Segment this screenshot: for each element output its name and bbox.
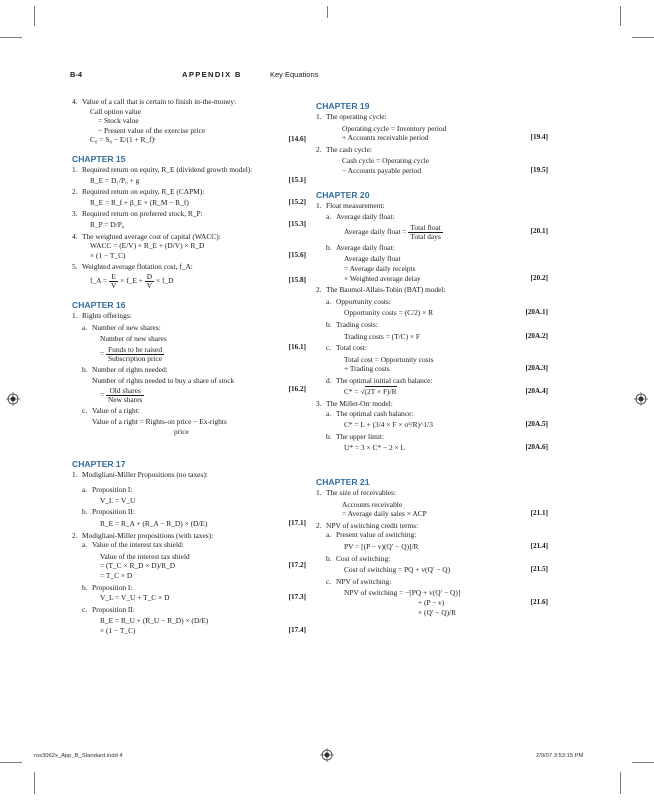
equation-number: [20A.6] <box>525 443 548 452</box>
equation-number: [14.6] <box>288 135 306 144</box>
chapter-17: CHAPTER 17 1. Modigliani-Miller Propositions (no taxes): a. Proposition I: V_L = V_U b. Proposition II: R_E = R_A + (R_A − R_D) × (D/E) [17.1] 2. Modigliani-Miller propositions (with taxes): a. Value of the interest tax shield: Value of the interest tax shield = (T_C × R_D × D)/R_D = T_C × D [17.2] b. Proposition I: V_L = V_U + T_C × D [17.3] c. Proposition II: R_E = R_U + (R_U − R_D) × (D/E) × (1 − T_C) [17.4] <box>72 458 306 635</box>
chapter-20: CHAPTER 20 1. Float measurement: a. Average daily float: Average daily float = $\frac{\text{Total float}}{\text{Total days}}$ [20.1] b. Average daily float: Average daily float = Average daily receipts × Weighted average delay [20.2] 2. The Baumol-Allais-Tobin (BAT) model: a. Opportunity costs: Opportunity costs = (C/2) × R [20A.1] b. Trading costs: Trading costs = (T/C) × F [20A.2] c. Total cost: Total cost = Opportunity costs + Trading costs [20A.3] d. The optimal initial cash balance: C* = √(2T × F)/R [20A.4] 3. The Miller-Orr model: a. The optimal cash balance: C* = L + (3/4 × F × σ²/R)^1/3 [20A.5] b. The upper limit: U* = 3 × C* − 2 × L [20A.6] <box>316 189 548 453</box>
equation-number: [19.4] <box>530 133 548 142</box>
chapter-15: CHAPTER 15 1. Required return on equity, R_E (dividend growth model): R_E = D₁/P₀ + g [15.1] 2. Required return on equity, R_E (CAPM): R_E = R_f + β_E × (R_M − R_f) [15.2] 3. Required return on preferred stock, R_P: R_P = D/P₀ [15.3] 4. The weighted average cost of capital (WACC): WACC = (E/V) × R_E + (D/V) × R_D × (1 − T_C) [15.6] 5. Weighted average flotation cost, f_A: f_A = $\frac{E}{V}$ × f_E + $\frac{D}{V}$ × f_D [15.8] <box>72 153 306 290</box>
equation-number: [15.2] <box>288 197 306 206</box>
crop-mark <box>620 772 621 794</box>
equation-number: [17.3] <box>288 593 306 602</box>
crop-mark <box>34 6 35 26</box>
chapter-heading: CHAPTER 15 <box>72 153 126 164</box>
appendix-title: Key Equations <box>270 70 319 79</box>
equation-number: [21.5] <box>530 565 548 574</box>
crop-mark <box>0 762 22 763</box>
equation-number: [16.2] <box>288 385 306 394</box>
equation-number: [20A.3] <box>525 364 548 373</box>
equation-number: [15.1] <box>288 175 306 184</box>
crop-mark <box>620 6 621 26</box>
equation-number: [19.5] <box>530 165 548 174</box>
equation-number: [20A.1] <box>525 308 548 317</box>
equation-14-6: Call option value = Stock value − Present value of the exercise price C₀ = S₀ − E/(1 + R_f)ᵗ [14.6] <box>90 106 306 145</box>
crop-mark <box>0 37 22 38</box>
equation-number: [15.8] <box>288 276 306 285</box>
print-date: 2/9/07 3:53:15 PM <box>536 753 584 759</box>
equation-item: 4. Value of a call that is certain to finish in-the-money: Call option value = Stock value − Present value of the exercise price C₀ = S₀ − E/(1 + R_f)ᵗ [14.6] <box>72 97 306 145</box>
equation-number: [20.1] <box>530 227 548 236</box>
registration-mark-icon <box>634 392 648 406</box>
equation-number: [17.2] <box>288 561 306 570</box>
equation-number: [20A.5] <box>525 420 548 429</box>
chapter-19: CHAPTER 19 1. The operating cycle: Operating cycle = Inventory period + Accounts receivable period [19.4] 2. The cash cycle: Cash cycle = Operating cycle − Accounts payable period [19.5] <box>316 101 548 175</box>
chapter-16: CHAPTER 16 1. Rights offerings: a. Number of new shares: Number of new shares = $\frac{\text{Funds to be raised}}{\text{Subscription price}}$ [16.1] b. Number of rights needed: Number of rights needed to buy a share of stock = $\frac{\text{Old shares}}{\text{New shares}}$ [16.2] c. Value of a right: Value of a right = Rights-on price − Ex-rights price <box>72 299 306 437</box>
right-column <box>316 101 548 617</box>
file-slug: ros3062x_App_B_Standard.indd 4 <box>34 753 123 759</box>
equation-number: [15.3] <box>288 219 306 228</box>
chapter-heading: CHAPTER 20 <box>316 189 370 200</box>
equation-number: [20.2] <box>530 273 548 282</box>
left-column <box>72 97 306 636</box>
registration-mark-icon <box>320 748 334 762</box>
crop-mark <box>34 772 35 794</box>
crop-mark <box>632 762 654 763</box>
equation-number: [17.1] <box>288 519 306 528</box>
chapter-heading: CHAPTER 16 <box>72 299 126 310</box>
crop-mark <box>632 37 654 38</box>
crop-mark <box>327 6 328 18</box>
chapter-21: CHAPTER 21 1. The size of receivables: Accounts receivable = Average daily sales × ACP [21.1] 2. NPV of switching credit terms: a. Present value of switching: PV = [(P − v)(Q′ − Q)]/R [21.4] b. Cost of switching: Cost of switching = PQ + v(Q′ − Q) [21.5] c. NPV of switching: NPV of switching = −[PQ + v(Q′ − Q)] + (P − v) × (Q′ − Q)/R [21.6] <box>316 477 548 617</box>
equation-number: [17.4] <box>288 625 306 634</box>
equation-number: [20A.2] <box>525 331 548 340</box>
chapter-heading: CHAPTER 17 <box>72 458 126 469</box>
registration-mark-icon <box>6 392 20 406</box>
equation-number: [21.6] <box>530 597 548 606</box>
equation-number: [21.4] <box>530 542 548 550</box>
equation-number: [15.6] <box>288 250 306 259</box>
equation-number: [20A.4] <box>525 387 548 396</box>
equation-number: [16.1] <box>288 343 306 352</box>
chapter-heading: CHAPTER 19 <box>316 101 370 111</box>
equation-number: [21.1] <box>530 509 548 518</box>
appendix-label: APPENDIX B <box>182 70 242 79</box>
page-label: B-4 <box>70 70 83 79</box>
chapter-heading: CHAPTER 21 <box>316 477 370 488</box>
